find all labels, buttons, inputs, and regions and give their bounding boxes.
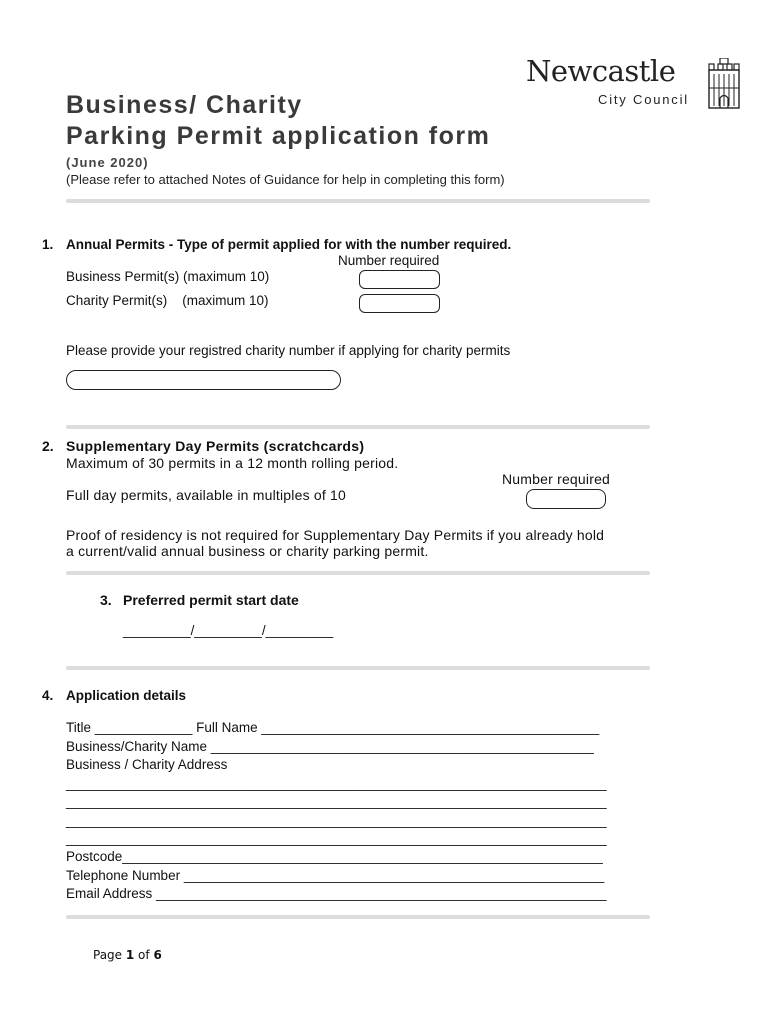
divider: [66, 571, 650, 575]
section-1-heading: Annual Permits - Type of permit applied for with the number required.: [66, 237, 512, 252]
proof-of-residency-line1: Proof of residency is not required for Supplementary Day Permits if you already hold: [66, 527, 605, 543]
title-full-name-field[interactable]: Title _____________ Full Name _____________________________________________: [66, 720, 600, 735]
address-label: Business / Charity Address: [66, 757, 228, 772]
section-2-maximum-text: Maximum of 30 permits in a 12 month rolling period.: [66, 455, 399, 471]
full-day-permits-quantity-input[interactable]: [526, 489, 606, 509]
divider: [66, 666, 650, 670]
address-line-2[interactable]: ________________________________________________________________________: [66, 794, 607, 809]
section-4-number: 4.: [42, 688, 54, 703]
form-date: (June 2020): [66, 155, 149, 170]
logo-subtitle: City Council: [598, 92, 689, 107]
logo-name: Newcastle: [526, 54, 676, 88]
form-title-line1: Business/ Charity: [66, 91, 303, 119]
postcode-field[interactable]: Postcode________________________________________________________________: [66, 849, 603, 864]
castle-crest-icon: [706, 58, 742, 110]
section-2-number: 2.: [42, 438, 54, 454]
council-logo: [526, 56, 746, 112]
section-2-number-required-label: Number required: [502, 471, 611, 487]
page-of: of: [134, 948, 154, 962]
address-line-4[interactable]: ________________________________________________________________________: [66, 831, 607, 846]
page-current: 1: [125, 948, 135, 962]
proof-of-residency-line2: a current/valid annual business or charity parking permit.: [66, 543, 429, 559]
charity-permit-quantity-input[interactable]: [359, 294, 440, 313]
section-3-heading: Preferred permit start date: [123, 592, 299, 608]
section-2-heading: Supplementary Day Permits (scratchcards): [66, 438, 365, 454]
full-day-permits-label: Full day permits, available in multiples of 10: [66, 487, 346, 503]
address-line-3[interactable]: ________________________________________________________________________: [66, 813, 607, 828]
divider: [66, 915, 650, 919]
section-1-number: 1.: [42, 237, 54, 252]
section-3-number: 3.: [100, 592, 112, 608]
charity-number-prompt: Please provide your registred charity number if applying for charity permits: [66, 343, 511, 358]
page-prefix: Page: [93, 948, 126, 962]
page-number: [93, 948, 162, 962]
charity-number-input[interactable]: [66, 370, 341, 390]
form-title-line2: Parking Permit application form: [66, 122, 491, 150]
business-permit-quantity-input[interactable]: [359, 270, 440, 289]
business-charity-name-field[interactable]: Business/Charity Name ___________________________________________________: [66, 739, 594, 754]
page-total: 6: [153, 948, 162, 962]
business-permit-label: Business Permit(s) (maximum 10): [66, 269, 270, 284]
section-4-heading: Application details: [66, 688, 187, 703]
divider: [66, 199, 650, 203]
telephone-field[interactable]: Telephone Number ________________________________________________________: [66, 868, 605, 883]
section-1-number-required-label: Number required: [338, 253, 440, 268]
address-line-1[interactable]: ________________________________________________________________________: [66, 776, 607, 791]
guidance-note: (Please refer to attached Notes of Guidance for help in completing this form): [66, 172, 505, 187]
divider: [66, 425, 650, 429]
charity-permit-label: Charity Permit(s) (maximum 10): [66, 293, 269, 308]
preferred-start-date-field[interactable]: _________/_________/_________: [123, 623, 334, 638]
email-field[interactable]: Email Address ____________________________________________________________: [66, 886, 607, 901]
